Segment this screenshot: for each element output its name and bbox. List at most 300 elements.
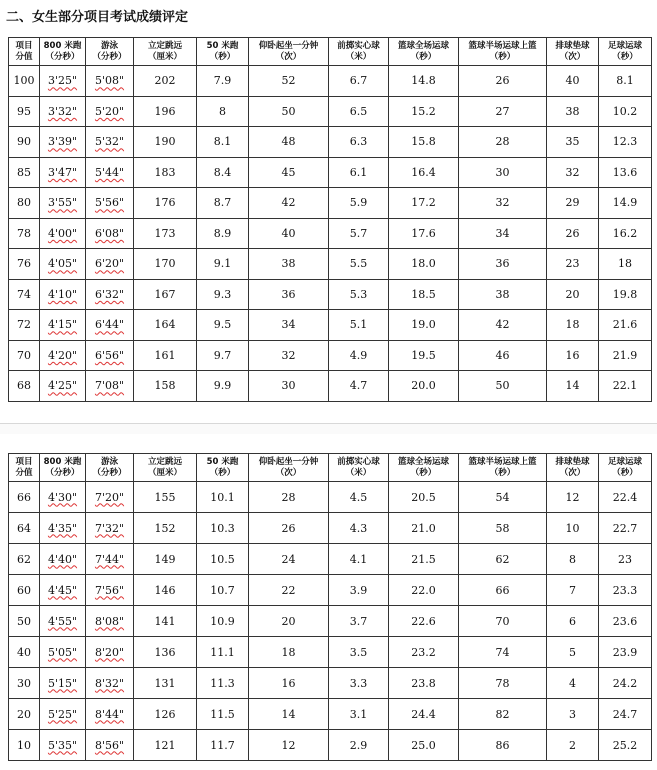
table-cell [329, 218, 389, 249]
cell-value: 29 [565, 196, 580, 210]
cell-value: 4'15" [47, 318, 78, 332]
table-cell [40, 249, 86, 280]
cell-value: 6'20" [94, 257, 125, 271]
table-row [9, 575, 652, 606]
cell-value: 17.2 [411, 196, 436, 210]
cell-value: 4 [569, 676, 576, 690]
table-cell [459, 544, 547, 575]
cell-value: 12 [565, 490, 580, 504]
cell-value: 20.0 [411, 379, 436, 393]
table-cell [459, 606, 547, 637]
cell-value: 202 [154, 74, 176, 88]
table-cell [599, 279, 652, 310]
column-header: 游泳 （分秒） [86, 454, 134, 482]
table-cell [459, 218, 547, 249]
cell-value: 7.9 [213, 74, 232, 88]
table-cell [197, 157, 249, 188]
table-cell [459, 249, 547, 280]
table-cell [249, 249, 329, 280]
column-header: 排球垫球 （次） [547, 38, 599, 66]
cell-value: 25.0 [411, 738, 436, 752]
cell-value: 22 [281, 583, 296, 597]
cell-value: 4'35" [47, 521, 78, 535]
table-row [9, 340, 652, 371]
table-cell [9, 340, 40, 371]
cell-value: 8'44" [94, 707, 125, 721]
cell-value: 7'32" [94, 521, 125, 535]
table-cell [459, 730, 547, 761]
table-cell [40, 637, 86, 668]
table-cell [197, 371, 249, 402]
cell-value: 30 [281, 379, 296, 393]
table-cell [547, 668, 599, 699]
cell-value: 38 [281, 257, 296, 271]
cell-value: 4'25" [47, 379, 78, 393]
table-cell [249, 730, 329, 761]
table-cell [197, 279, 249, 310]
table-cell [9, 157, 40, 188]
cell-value: 24.4 [411, 707, 436, 721]
cell-value: 4'20" [47, 348, 78, 362]
cell-value: 23.2 [411, 645, 436, 659]
column-header: 足球运球 （秒） [599, 454, 652, 482]
table-cell [86, 699, 134, 730]
table-cell [389, 127, 459, 158]
cell-value: 3.7 [349, 614, 368, 628]
table-cell [547, 575, 599, 606]
cell-value: 5.3 [349, 287, 368, 301]
table-cell [197, 730, 249, 761]
cell-value: 36 [281, 287, 296, 301]
table-cell [134, 188, 197, 219]
table-cell [547, 340, 599, 371]
cell-value: 23.8 [411, 676, 436, 690]
table-row [9, 249, 652, 280]
cell-value: 9.9 [213, 379, 232, 393]
table-cell [197, 66, 249, 97]
cell-value: 8 [569, 552, 576, 566]
cell-value: 173 [154, 226, 176, 240]
cell-value: 24.7 [612, 707, 638, 721]
cell-value: 14.8 [411, 74, 436, 88]
table-cell [134, 513, 197, 544]
table-cell [459, 513, 547, 544]
table-cell [9, 606, 40, 637]
table-cell [86, 371, 134, 402]
table-cell [134, 371, 197, 402]
table-row [9, 513, 652, 544]
cell-value: 17.6 [411, 226, 436, 240]
table-cell [86, 66, 134, 97]
table-cell [86, 730, 134, 761]
table-cell [40, 279, 86, 310]
cell-value: 9.5 [213, 318, 232, 332]
table-cell [40, 340, 86, 371]
cell-value: 5 [569, 645, 576, 659]
table-row [9, 218, 652, 249]
table-row [9, 668, 652, 699]
table-cell [599, 96, 652, 127]
table-cell [547, 544, 599, 575]
cell-value: 14 [565, 379, 580, 393]
table-cell [134, 699, 197, 730]
cell-value: 146 [154, 583, 176, 597]
table-cell [459, 279, 547, 310]
cell-value: 40 [17, 645, 31, 659]
table-row [9, 730, 652, 761]
cell-value: 4.5 [349, 490, 368, 504]
table-row [9, 606, 652, 637]
table-cell [389, 668, 459, 699]
table-cell [9, 66, 40, 97]
table-cell [389, 96, 459, 127]
table-cell [9, 188, 40, 219]
table-cell [197, 575, 249, 606]
table-cell [389, 482, 459, 513]
cell-value: 3 [569, 707, 576, 721]
cell-value: 15.2 [411, 104, 436, 118]
table-cell [547, 218, 599, 249]
cell-value: 6.1 [349, 165, 368, 179]
table-cell [249, 127, 329, 158]
cell-value: 176 [154, 196, 176, 210]
cell-value: 7'20" [94, 490, 125, 504]
table-cell [329, 637, 389, 668]
cell-value: 170 [154, 257, 176, 271]
table-cell [40, 513, 86, 544]
cell-value: 8.1 [213, 135, 232, 149]
cell-value: 3'32" [47, 104, 78, 118]
cell-value: 5'35" [47, 738, 78, 752]
grade-table-part-1 [8, 37, 652, 402]
table-cell [86, 482, 134, 513]
table-cell [389, 279, 459, 310]
table-cell [389, 513, 459, 544]
cell-value: 6'56" [94, 348, 125, 362]
table-cell [329, 371, 389, 402]
cell-value: 12.3 [612, 135, 638, 149]
table-cell [249, 699, 329, 730]
table-cell [329, 310, 389, 341]
cell-value: 4'30" [47, 490, 78, 504]
table-cell [329, 544, 389, 575]
table-cell [329, 279, 389, 310]
cell-value: 6'44" [94, 318, 125, 332]
cell-value: 4'45" [47, 583, 78, 597]
cell-value: 126 [154, 707, 176, 721]
table-cell [547, 96, 599, 127]
table-cell [599, 730, 652, 761]
table-cell [389, 249, 459, 280]
cell-value: 11.1 [210, 645, 235, 659]
table-cell [249, 66, 329, 97]
column-header: 项目 分值 [9, 38, 40, 66]
cell-value: 18 [281, 645, 296, 659]
table-cell [86, 157, 134, 188]
cell-value: 86 [495, 738, 510, 752]
table-cell [134, 637, 197, 668]
cell-value: 19.8 [612, 287, 638, 301]
table-cell [134, 96, 197, 127]
table-cell [389, 699, 459, 730]
table-cell [134, 127, 197, 158]
table-cell [134, 279, 197, 310]
cell-value: 141 [154, 614, 176, 628]
cell-value: 14.9 [612, 196, 638, 210]
table-cell [40, 575, 86, 606]
table-cell [40, 127, 86, 158]
table-cell [249, 606, 329, 637]
table-cell [249, 279, 329, 310]
table-cell [86, 188, 134, 219]
cell-value: 164 [154, 318, 176, 332]
cell-value: 13.6 [612, 165, 638, 179]
cell-value: 5.7 [349, 226, 368, 240]
cell-value: 3.1 [349, 707, 368, 721]
column-header: 前掷实心球 （米） [329, 454, 389, 482]
table-cell [599, 218, 652, 249]
cell-value: 52 [281, 74, 296, 88]
table-cell [86, 340, 134, 371]
cell-value: 68 [17, 379, 31, 393]
cell-value: 136 [154, 645, 176, 659]
table-cell [599, 575, 652, 606]
column-header: 50 米跑 （秒） [197, 454, 249, 482]
cell-value: 10.3 [210, 521, 235, 535]
cell-value: 20 [565, 287, 580, 301]
cell-value: 10.1 [210, 490, 235, 504]
table-cell [599, 637, 652, 668]
table-cell [86, 606, 134, 637]
cell-value: 20 [17, 707, 31, 721]
cell-value: 5'20" [94, 104, 125, 118]
cell-value: 7 [569, 583, 576, 597]
table-cell [459, 575, 547, 606]
cell-value: 23 [618, 552, 632, 566]
cell-value: 36 [495, 257, 510, 271]
table-cell [249, 96, 329, 127]
table-cell [249, 218, 329, 249]
cell-value: 11.7 [210, 738, 235, 752]
cell-value: 4'55" [47, 614, 78, 628]
cell-value: 38 [495, 287, 510, 301]
table-cell [197, 310, 249, 341]
table-cell [249, 371, 329, 402]
cell-value: 28 [281, 490, 296, 504]
cell-value: 18 [618, 257, 632, 271]
cell-value: 6'32" [94, 287, 125, 301]
cell-value: 158 [154, 379, 176, 393]
cell-value: 9.1 [213, 257, 232, 271]
cell-value: 24.2 [612, 676, 638, 690]
cell-value: 5'44" [94, 165, 125, 179]
table-cell [197, 218, 249, 249]
column-header: 足球运球 （秒） [599, 38, 652, 66]
cell-value: 78 [17, 226, 31, 240]
table-header-row [9, 454, 652, 482]
table-cell [197, 482, 249, 513]
cell-value: 34 [281, 318, 296, 332]
table-cell [547, 637, 599, 668]
table-cell [329, 575, 389, 606]
cell-value: 46 [495, 348, 510, 362]
cell-value: 82 [495, 707, 510, 721]
table-cell [134, 66, 197, 97]
cell-value: 3.3 [349, 676, 368, 690]
column-header: 前掷实心球 （米） [329, 38, 389, 66]
table-cell [459, 668, 547, 699]
cell-value: 30 [495, 165, 510, 179]
cell-value: 95 [17, 104, 31, 118]
table-cell [329, 730, 389, 761]
table-cell [40, 66, 86, 97]
table-cell [40, 730, 86, 761]
cell-value: 28 [495, 135, 510, 149]
cell-value: 8.7 [213, 196, 232, 210]
cell-value: 34 [495, 226, 510, 240]
table-cell [9, 96, 40, 127]
table-row [9, 371, 652, 402]
cell-value: 21.5 [411, 552, 436, 566]
cell-value: 2 [569, 738, 576, 752]
table-cell [249, 513, 329, 544]
cell-value: 70 [17, 348, 31, 362]
table-cell [134, 249, 197, 280]
cell-value: 18.5 [411, 287, 436, 301]
table-row [9, 127, 652, 158]
table-row [9, 279, 652, 310]
table-row [9, 66, 652, 97]
table-cell [329, 513, 389, 544]
cell-value: 7'44" [94, 552, 125, 566]
table-cell [599, 668, 652, 699]
table-cell [599, 188, 652, 219]
cell-value: 16.4 [411, 165, 436, 179]
cell-value: 6'08" [94, 226, 125, 240]
cell-value: 54 [495, 490, 510, 504]
column-header: 立定跳远 （厘米） [134, 38, 197, 66]
cell-value: 149 [154, 552, 176, 566]
cell-value: 131 [154, 676, 176, 690]
cell-value: 32 [281, 348, 296, 362]
cell-value: 22.0 [411, 583, 436, 597]
cell-value: 8'32" [94, 676, 125, 690]
table-cell [389, 730, 459, 761]
table-cell [40, 157, 86, 188]
column-header: 仰卧起坐一分钟 （次） [249, 38, 329, 66]
table-cell [547, 188, 599, 219]
table-cell [197, 188, 249, 219]
table-cell [197, 340, 249, 371]
table-cell [86, 127, 134, 158]
table-cell [329, 340, 389, 371]
cell-value: 23.6 [612, 614, 638, 628]
cell-value: 3'55" [47, 196, 78, 210]
table-cell [197, 96, 249, 127]
cell-value: 20.5 [411, 490, 436, 504]
table-cell [9, 249, 40, 280]
table-cell [9, 637, 40, 668]
table-cell [459, 637, 547, 668]
cell-value: 8.9 [213, 226, 232, 240]
table-body [9, 482, 652, 761]
table-cell [599, 340, 652, 371]
table-cell [134, 575, 197, 606]
table-cell [459, 66, 547, 97]
table-cell [329, 699, 389, 730]
table-cell [134, 730, 197, 761]
table-row [9, 637, 652, 668]
cell-value: 3'25" [47, 74, 78, 88]
cell-value: 42 [281, 196, 296, 210]
table-cell [389, 218, 459, 249]
cell-value: 38 [565, 104, 580, 118]
table-row [9, 96, 652, 127]
table-cell [40, 606, 86, 637]
cell-value: 8.1 [616, 74, 634, 88]
table-cell [86, 575, 134, 606]
cell-value: 167 [154, 287, 176, 301]
cell-value: 8'20" [94, 645, 125, 659]
table-cell [249, 310, 329, 341]
cell-value: 183 [154, 165, 176, 179]
table-cell [40, 482, 86, 513]
cell-value: 19.5 [411, 348, 436, 362]
cell-value: 5.1 [349, 318, 368, 332]
table-cell [329, 249, 389, 280]
table-cell [40, 544, 86, 575]
cell-value: 5.9 [349, 196, 368, 210]
table-row [9, 157, 652, 188]
cell-value: 26 [495, 74, 510, 88]
cell-value: 85 [17, 165, 31, 179]
cell-value: 8'08" [94, 614, 125, 628]
cell-value: 23.3 [612, 583, 638, 597]
cell-value: 10.2 [612, 104, 638, 118]
table-cell [197, 127, 249, 158]
table-cell [9, 310, 40, 341]
table-cell [547, 513, 599, 544]
table-cell [547, 699, 599, 730]
cell-value: 5'05" [47, 645, 78, 659]
table-cell [197, 513, 249, 544]
cell-value: 25.2 [612, 738, 638, 752]
cell-value: 5'56" [94, 196, 125, 210]
cell-value: 64 [17, 521, 31, 535]
table-cell [197, 699, 249, 730]
table-cell [40, 310, 86, 341]
column-header: 50 米跑 （秒） [197, 38, 249, 66]
table-cell [9, 668, 40, 699]
cell-value: 11.5 [210, 707, 235, 721]
table-cell [9, 127, 40, 158]
table-cell [389, 371, 459, 402]
table-cell [134, 310, 197, 341]
cell-value: 12 [281, 738, 296, 752]
table-cell [459, 188, 547, 219]
table-cell [599, 371, 652, 402]
cell-value: 45 [281, 165, 296, 179]
table-cell [389, 637, 459, 668]
cell-value: 70 [495, 614, 510, 628]
table-cell [249, 575, 329, 606]
cell-value: 19.0 [411, 318, 436, 332]
table-cell [329, 188, 389, 219]
cell-value: 32 [565, 165, 580, 179]
table-cell [249, 340, 329, 371]
table-cell [599, 127, 652, 158]
table-cell [389, 544, 459, 575]
